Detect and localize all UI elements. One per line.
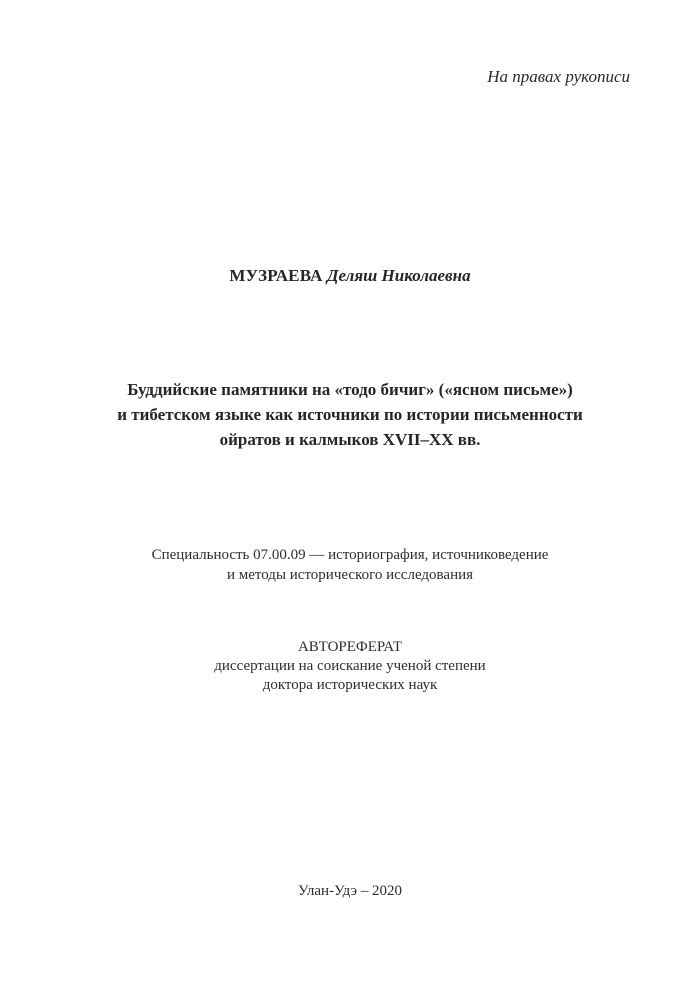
place-and-year: Улан-Удэ – 2020 bbox=[297, 883, 403, 899]
document-type-block bbox=[0, 638, 700, 695]
specialty-block bbox=[0, 545, 700, 585]
title-line: Буддийские памятники на «тодо бичиг» («ясном письме») bbox=[127, 380, 573, 399]
author-surname: МУЗРАЕВА bbox=[229, 266, 323, 285]
title-line: и тибетском языке как источники по истории письменности bbox=[117, 405, 583, 424]
document-type-heading: АВТОРЕФЕРАТ bbox=[297, 639, 403, 655]
author-name bbox=[0, 266, 700, 286]
title-line: ойратов и калмыков XVII–XX вв. bbox=[219, 430, 481, 449]
manuscript-rights-note: На правах рукописи bbox=[487, 67, 630, 86]
document-type-line: диссертации на соискание ученой степени bbox=[214, 658, 486, 674]
specialty-line: и методы исторического исследования bbox=[226, 567, 474, 583]
specialty-line: Специальность 07.00.09 — историография, источниковедение bbox=[151, 547, 549, 563]
author-given-names: Деляш Николаевна bbox=[326, 266, 471, 285]
dissertation-title bbox=[0, 377, 700, 452]
document-type-line: доктора исторических наук bbox=[262, 677, 438, 693]
